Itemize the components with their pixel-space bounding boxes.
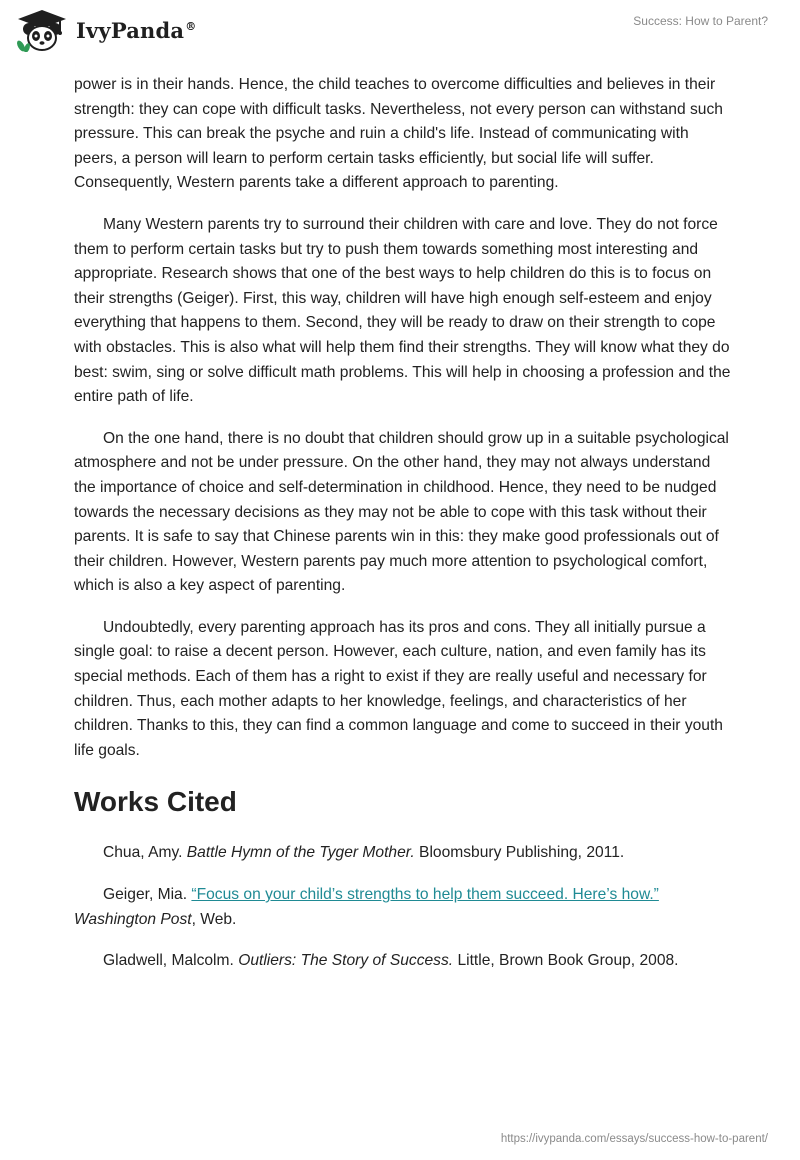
logo-text: IvyPanda bbox=[76, 17, 185, 43]
citation-title: Washington Post bbox=[74, 910, 192, 928]
body-paragraph-3: On the one hand, there is no doubt that children should grow up in a suitable psychological atmosphere and not be under pressure. On the other hand, they may not always understand the importance of choice and self-determination in childhood. Hence, they need to be nudged towards the necessary decisions as they may not be able to cope with this task without their parents. It is safe to say that Chinese parents win in this: they make good professionals out of their children. However, Western parents pay much more attention to psychological comfort, which is also a key aspect of parenting. bbox=[74, 429, 729, 595]
citation-author: Gladwell, Malcolm. bbox=[103, 952, 239, 970]
document-title: Success: How to Parent? bbox=[633, 14, 768, 28]
citation-publisher: Bloomsbury Publishing, 2011. bbox=[414, 844, 625, 862]
citation-gladwell bbox=[74, 949, 734, 974]
works-cited-heading: Works Cited bbox=[74, 786, 237, 818]
essay-content bbox=[74, 73, 734, 991]
citation-author: Geiger, Mia. bbox=[103, 886, 192, 904]
body-paragraph-1: power is in their hands. Hence, the child teaches to overcome difficulties and believes in their strength: they can cope with difficult tasks. Nevertheless, not every person can withstand such pressure. This can break the psyche and ruin a child's life. Instead of communicating with peers, a person will learn to perform certain tasks efficiently, but social life will suffer. Consequently, Western parents take a different approach to parenting. bbox=[74, 76, 723, 192]
body-paragraph-4: Undoubtedly, every parenting approach has its pros and cons. They all initially pursue a single goal: to raise a decent person. However, each culture, nation, and even family has its special methods. Each of them has a right to exist if they are really useful and necessary for children. Thus, each mother adapts to her knowledge, feelings, and characteristics of her children. Thanks to this, they can find a common language and come to succeed in their youth life goals. bbox=[74, 618, 723, 759]
citation-publisher: Little, Brown Book Group, 2008. bbox=[453, 952, 679, 970]
logo-wordmark bbox=[76, 18, 196, 43]
ivypanda-logo[interactable] bbox=[14, 8, 196, 52]
citation-title: Battle Hymn of the Tyger Mother. bbox=[186, 844, 415, 862]
citation-author: Chua, Amy. bbox=[103, 844, 187, 862]
footer-url[interactable]: https://ivypanda.com/essays/success-how-to-parent/ bbox=[500, 1133, 768, 1145]
body-paragraph-2: Many Western parents try to surround their children with care and love. They do not force them to perform certain tasks but try to push them towards something most interesting and appropriate. Research shows that one of the best ways to help children do this is to focus on their strengths (Geiger). First, this way, children will have high enough self-esteem and enjoy everything that happens to them. Second, they will be ready to draw on their strength to cope with obstacles. This is also what will help them find their strengths. They will know what they do best: swim, sing or solve difficult math problems. This will help in choosing a profession and the entire path of life. bbox=[74, 215, 731, 406]
citation-title: Outliers: The Story of Success. bbox=[238, 952, 454, 970]
citation-chua bbox=[74, 841, 734, 866]
panda-graduate-icon bbox=[14, 8, 70, 52]
citation-article-link[interactable]: “Focus on your child’s strengths to help them succeed. Here’s how.” bbox=[191, 886, 659, 904]
citation-publisher: , Web. bbox=[191, 910, 237, 928]
citation-geiger bbox=[74, 883, 734, 932]
registered-mark: ® bbox=[185, 19, 197, 33]
page-header bbox=[0, 0, 800, 70]
